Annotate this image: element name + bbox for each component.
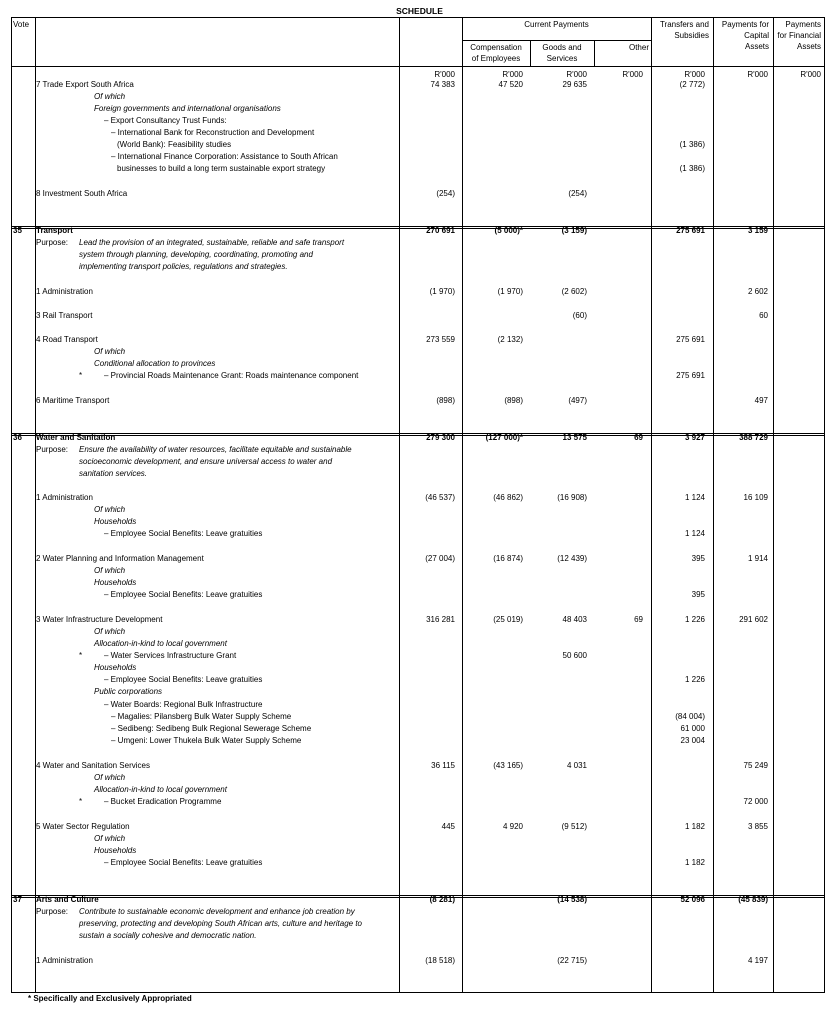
table-row	[11, 821, 825, 833]
table-row	[11, 686, 825, 698]
cell-goods-services: 50 600	[562, 651, 587, 660]
cell-transfers: 1 182	[684, 858, 705, 867]
cell-transfers: 61 000	[680, 724, 705, 733]
table-row	[11, 577, 825, 589]
cell-transfers: 275 691	[676, 335, 705, 344]
table-row	[11, 735, 825, 747]
cell-capital-assets: 60	[759, 311, 768, 320]
cell-compensation: 47 520	[498, 80, 523, 89]
row-purpose-text: Contribute to sustainable economic development and enhance job creation by	[79, 907, 355, 916]
table-row	[11, 528, 825, 540]
row-description: Households	[94, 846, 137, 855]
cell-capital-assets: 1 914	[747, 554, 768, 563]
cell-other: 69	[634, 615, 643, 624]
row-description: sustain a socially cohesive and democratic nation.	[79, 931, 257, 940]
table-row	[11, 565, 825, 577]
table-row	[11, 103, 825, 115]
cell-goods-services: (16 908)	[557, 493, 587, 502]
row-description: Of which	[94, 92, 126, 101]
cell-transfers: 3 927	[684, 433, 705, 442]
cell-compensation: (46 862)	[493, 493, 523, 502]
table-row	[11, 845, 825, 857]
star-marker: *	[79, 797, 83, 806]
table-row	[11, 784, 825, 796]
row-description: 3 Rail Transport	[36, 311, 93, 320]
cell-transfers: 1 226	[684, 675, 705, 684]
cell-total: (1 970)	[429, 287, 455, 296]
unit-capital: R'000	[747, 70, 768, 79]
vote-number: 35	[13, 226, 22, 235]
table-row	[11, 286, 825, 298]
table-border-bottom	[11, 992, 825, 993]
row-description: Purpose:	[36, 907, 69, 916]
header-goods-services: Goods and Services	[542, 43, 582, 63]
current-payments-rule	[462, 40, 651, 41]
cell-goods-services: (497)	[568, 396, 587, 405]
row-description: 7 Trade Export South Africa	[36, 80, 134, 89]
table-row	[11, 760, 825, 772]
table-row	[11, 662, 825, 674]
row-description: 2 Water Planning and Information Management	[36, 554, 204, 563]
table-row	[11, 225, 825, 237]
row-description: (World Bank): Feasibility studies	[117, 140, 232, 149]
table-row	[11, 504, 825, 516]
table-row	[11, 188, 825, 200]
vote-number: 36	[13, 433, 22, 442]
unit-transfers: R'000	[684, 70, 705, 79]
table-row	[11, 894, 825, 906]
cell-transfers: (1 386)	[679, 140, 705, 149]
table-row	[11, 468, 825, 480]
cell-goods-services: (12 439)	[557, 554, 587, 563]
row-description: 3 Water Infrastructure Development	[36, 615, 163, 624]
cell-transfers: 52 096	[680, 895, 705, 904]
cell-goods-services: (60)	[572, 311, 587, 320]
unit-comp: R'000	[502, 70, 523, 79]
row-purpose-text: Lead the provision of an integrated, sustainable, reliable and safe transport	[79, 238, 345, 247]
cell-goods-services: 48 403	[562, 615, 587, 624]
table-border-top	[11, 17, 825, 18]
table-row	[11, 772, 825, 784]
table-row	[11, 699, 825, 711]
table-row	[11, 346, 825, 358]
header-current-payments: Current Payments	[524, 20, 589, 29]
cell-total: 316 281	[426, 615, 455, 624]
cell-compensation: (16 874)	[493, 554, 523, 563]
cell-goods-services: (14 538)	[557, 895, 587, 904]
table-row	[11, 163, 825, 175]
row-description: Households	[94, 578, 137, 587]
table-row	[11, 358, 825, 370]
cell-goods-services: (22 715)	[557, 956, 587, 965]
cell-total: (27 004)	[425, 554, 455, 563]
cell-transfers: 395	[691, 590, 705, 599]
cell-transfers: 275 691	[676, 226, 705, 235]
table-row	[11, 139, 825, 151]
cell-compensation: (25 019)	[493, 615, 523, 624]
cell-transfers: (2 772)	[679, 80, 705, 89]
row-purpose-text: Ensure the availability of water resources, facilitate equitable and sustainable	[79, 445, 352, 454]
row-description: Of which	[94, 347, 126, 356]
document-title: SCHEDULE	[396, 6, 443, 16]
cell-goods-services: 13 575	[562, 433, 587, 442]
cell-capital-assets: 497	[754, 396, 768, 405]
table-row	[11, 334, 825, 346]
table-row	[11, 796, 825, 808]
table-row	[11, 91, 825, 103]
cell-total: 445	[441, 822, 455, 831]
table-row	[11, 151, 825, 163]
cell-total: 279 300	[426, 433, 455, 442]
header-compensation: Compensation of Employees	[470, 43, 522, 63]
cell-transfers: (84 004)	[675, 712, 705, 721]
row-description: Allocation-in-kind to local government	[94, 639, 227, 648]
row-description: socioeconomic development, and ensure universal access to water and	[79, 457, 333, 466]
row-description: Conditional allocation to provinces	[94, 359, 216, 368]
table-row	[11, 906, 825, 918]
row-description: – Sedibeng: Sedibeng Bulk Regional Sewerage Scheme	[111, 724, 312, 733]
star-marker: *	[79, 651, 83, 660]
schedule-table	[11, 17, 825, 993]
table-row	[11, 516, 825, 528]
row-description: 1 Administration	[36, 287, 93, 296]
row-description: – Export Consultancy Trust Funds:	[104, 116, 227, 125]
row-description: Arts and Culture	[36, 895, 99, 904]
row-description: 1 Administration	[36, 956, 93, 965]
table-row	[11, 456, 825, 468]
row-description: 1 Administration	[36, 493, 93, 502]
cell-capital-assets: 16 109	[743, 493, 768, 502]
row-description: 5 Water Sector Regulation	[36, 822, 130, 831]
row-description: implementing transport policies, regulations and strategies.	[79, 262, 288, 271]
table-row	[11, 723, 825, 735]
table-row	[11, 638, 825, 650]
row-description: – Magalies: Pilansberg Bulk Water Supply Scheme	[111, 712, 292, 721]
header-capital-assets: Payments for Capital Assets	[721, 20, 769, 51]
row-description: Of which	[94, 773, 126, 782]
table-row	[11, 444, 825, 456]
table-row	[11, 249, 825, 261]
table-row	[11, 115, 825, 127]
cell-transfers: 275 691	[676, 371, 705, 380]
row-description: – Employee Social Benefits: Leave gratuities	[104, 529, 263, 538]
table-row	[11, 626, 825, 638]
header-financial-assets: Payments for Financial Assets	[777, 20, 821, 51]
table-row	[11, 79, 825, 91]
table-row	[11, 955, 825, 967]
header-other: Other	[628, 43, 649, 52]
cell-total: (898)	[436, 396, 455, 405]
row-description: – International Bank for Reconstruction and Development	[111, 128, 315, 137]
cell-total: (8 281)	[429, 895, 455, 904]
footnote: * Specifically and Exclusively Appropriated	[28, 994, 192, 1003]
row-description: Of which	[94, 834, 126, 843]
row-description: – Provincial Roads Maintenance Grant: Roads maintenance component	[104, 371, 359, 380]
row-description: Of which	[94, 566, 126, 575]
cell-compensation: (5 000)*	[494, 226, 523, 235]
table-row	[11, 237, 825, 249]
row-description: 4 Road Transport	[36, 335, 98, 344]
cell-transfers: 23 004	[680, 736, 705, 745]
table-row	[11, 492, 825, 504]
vote-number: 37	[13, 895, 22, 904]
row-description: Of which	[94, 505, 126, 514]
row-description: system through planning, developing, coordinating, promoting and	[79, 250, 313, 259]
table-row	[11, 432, 825, 444]
cell-total: 273 559	[426, 335, 455, 344]
row-description: Purpose:	[36, 445, 69, 454]
cell-total: 270 691	[426, 226, 455, 235]
table-row	[11, 918, 825, 930]
cell-goods-services: 29 635	[562, 80, 587, 89]
row-description: Water and Sanitation	[36, 433, 116, 442]
cell-capital-assets: 72 000	[743, 797, 768, 806]
cell-total: 74 383	[430, 80, 455, 89]
cell-goods-services: (2 602)	[561, 287, 587, 296]
cell-capital-assets: 291 602	[739, 615, 768, 624]
row-description: 4 Water and Sanitation Services	[36, 761, 150, 770]
unit-financial: R'000	[800, 70, 821, 79]
cell-capital-assets: 3 855	[747, 822, 768, 831]
cell-total: (18 518)	[425, 956, 455, 965]
table-row	[11, 127, 825, 139]
cell-capital-assets: 388 729	[739, 433, 768, 442]
unit-total: R'000	[434, 70, 455, 79]
header-transfers: Transfers and Subsidies	[659, 20, 709, 40]
row-description: Allocation-in-kind to local government	[94, 785, 227, 794]
cell-capital-assets: 3 159	[747, 226, 768, 235]
row-description: – Water Services Infrastructure Grant	[104, 651, 237, 660]
table-row	[11, 370, 825, 382]
cell-transfers: (1 386)	[679, 164, 705, 173]
row-description: Transport	[36, 226, 73, 235]
cell-total: (46 537)	[425, 493, 455, 502]
table-row	[11, 650, 825, 662]
table-row	[11, 857, 825, 869]
header-bottom-rule	[11, 66, 825, 67]
row-description: – Employee Social Benefits: Leave gratuities	[104, 590, 263, 599]
table-row	[11, 589, 825, 601]
cell-transfers: 395	[691, 554, 705, 563]
cell-capital-assets: 4 197	[747, 956, 768, 965]
table-row	[11, 310, 825, 322]
cell-goods-services: 4 031	[566, 761, 587, 770]
cell-compensation: (127 000)*	[485, 433, 523, 442]
table-row	[11, 674, 825, 686]
row-description: – Water Boards: Regional Bulk Infrastructure	[104, 700, 263, 709]
row-description: sanitation services.	[79, 469, 148, 478]
row-description: – Employee Social Benefits: Leave gratuities	[104, 675, 263, 684]
row-description: 8 Investment South Africa	[36, 189, 128, 198]
cell-goods-services: (3 159)	[561, 226, 587, 235]
cell-compensation: (2 132)	[497, 335, 523, 344]
unit-other: R'000	[622, 70, 643, 79]
table-row	[11, 833, 825, 845]
row-description: – Umgeni: Lower Thukela Bulk Water Supply Scheme	[111, 736, 302, 745]
row-description: Purpose:	[36, 238, 69, 247]
row-description: businesses to build a long term sustainable export strategy	[117, 164, 326, 173]
cell-other: 69	[634, 433, 643, 442]
cell-compensation: (898)	[504, 396, 523, 405]
row-description: 6 Maritime Transport	[36, 396, 110, 405]
table-row	[11, 261, 825, 273]
table-row	[11, 395, 825, 407]
row-description: preserving, protecting and developing South African arts, culture and heritage to	[79, 919, 362, 928]
cell-total: 36 115	[431, 761, 455, 770]
unit-goods: R'000	[566, 70, 587, 79]
row-description: Public corporations	[94, 687, 163, 696]
cell-capital-assets: 75 249	[743, 761, 768, 770]
row-description: – International Finance Corporation: Assistance to South African	[111, 152, 338, 161]
row-description: Households	[94, 517, 137, 526]
row-description: Of which	[94, 627, 126, 636]
cell-goods-services: (9 512)	[561, 822, 587, 831]
cell-capital-assets: 2 602	[747, 287, 768, 296]
cell-compensation: (43 165)	[493, 761, 523, 770]
header-vote: Vote	[13, 20, 30, 29]
star-marker: *	[79, 371, 83, 380]
table-row	[11, 930, 825, 942]
table-row	[11, 553, 825, 565]
table-row	[11, 614, 825, 626]
cell-transfers: 1 124	[684, 493, 705, 502]
row-description: Foreign governments and international organisations	[94, 104, 281, 113]
cell-total: (254)	[436, 189, 455, 198]
row-description: Households	[94, 663, 137, 672]
row-description: – Employee Social Benefits: Leave gratuities	[104, 858, 263, 867]
cell-capital-assets: (45 839)	[738, 895, 768, 904]
cell-goods-services: (254)	[568, 189, 587, 198]
table-row	[11, 711, 825, 723]
cell-compensation: 4 920	[502, 822, 523, 831]
row-description: – Bucket Eradication Programme	[104, 797, 222, 806]
cell-transfers: 1 182	[684, 822, 705, 831]
cell-compensation: (1 970)	[497, 287, 523, 296]
cell-transfers: 1 226	[684, 615, 705, 624]
cell-transfers: 1 124	[684, 529, 705, 538]
